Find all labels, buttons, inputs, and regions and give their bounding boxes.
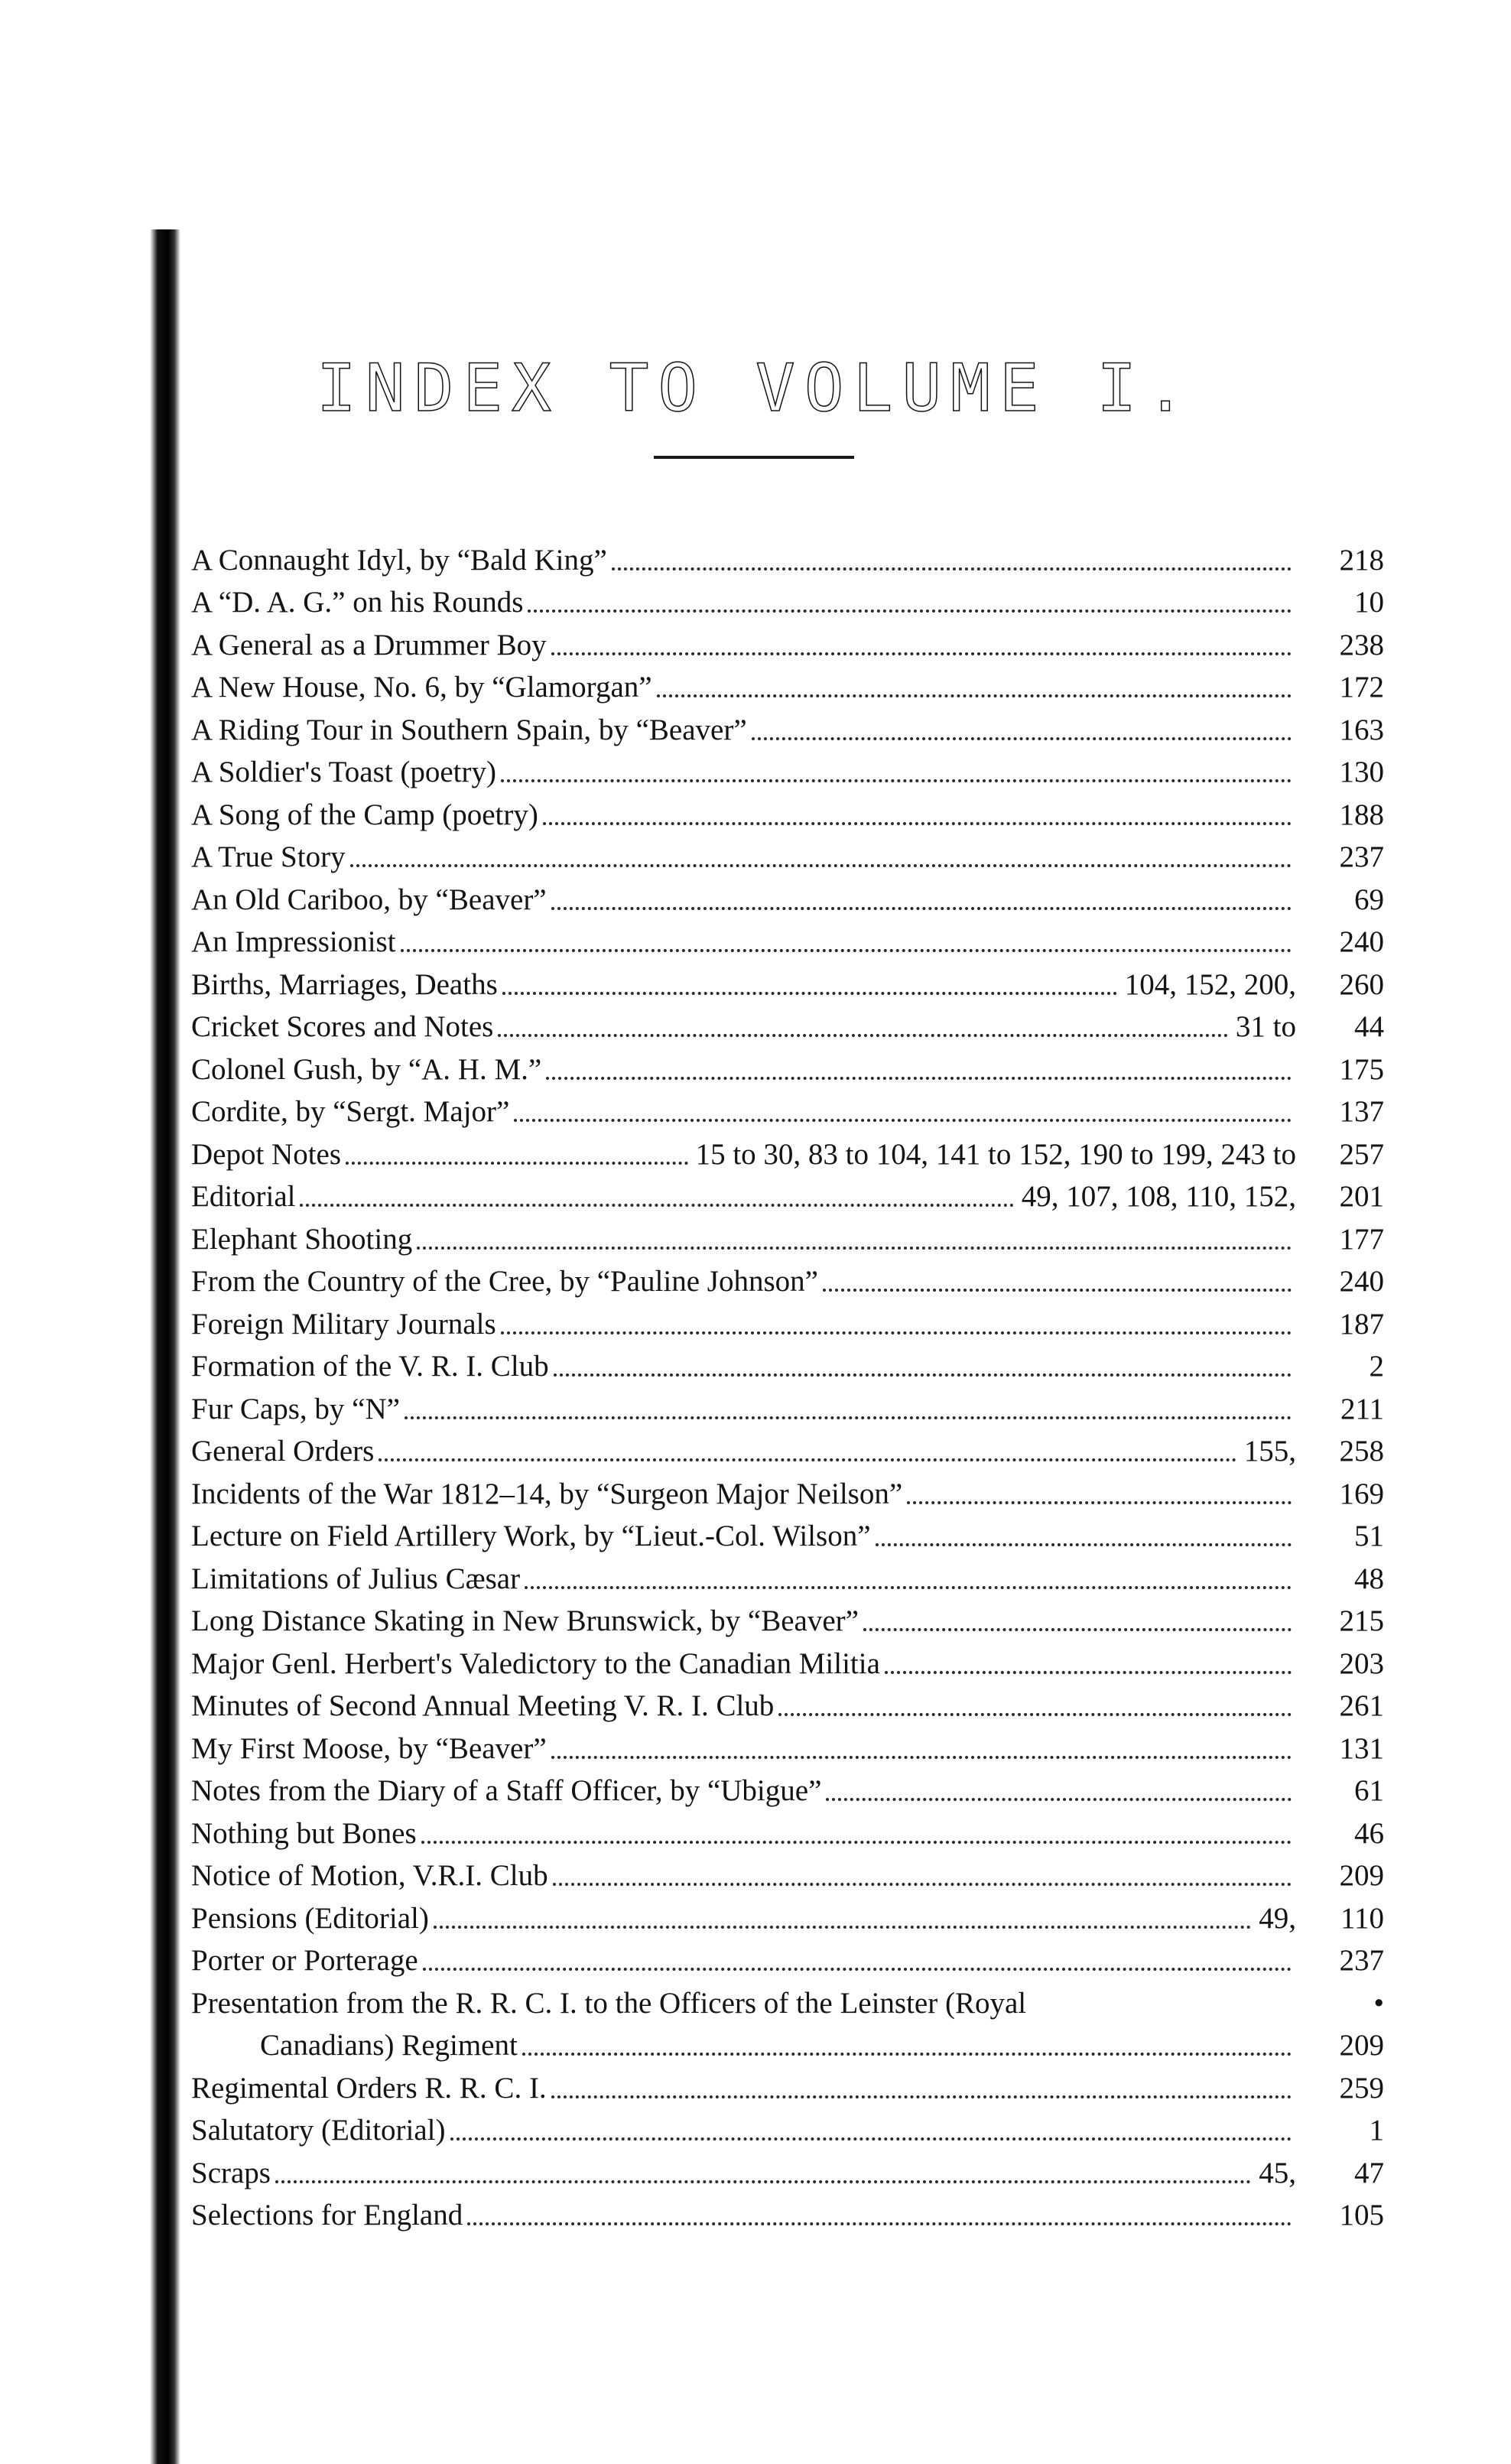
- dot-leader: [514, 1119, 1292, 1122]
- index-entry: [191, 707, 1384, 749]
- entry-title: A “D. A. G.” on his Rounds: [191, 586, 524, 619]
- entry-title: A Song of the Camp (poetry): [191, 798, 538, 831]
- entry-page-number: 201: [1339, 1180, 1384, 1213]
- dot-leader: [752, 737, 1292, 740]
- index-entry: [191, 1386, 1384, 1429]
- index-entry: [191, 1555, 1384, 1598]
- dot-leader: [826, 1798, 1292, 1801]
- entry-page-number: 1: [1369, 2114, 1384, 2147]
- dot-leader: [543, 822, 1292, 825]
- entry-page-number: 61: [1354, 1774, 1384, 1807]
- entry-page-number: 51: [1354, 1520, 1384, 1552]
- entry-title: Cordite, by “Sergt. Major”: [191, 1095, 510, 1128]
- dot-leader: [551, 2095, 1292, 2098]
- dot-leader: [551, 1756, 1292, 1759]
- entry-title: A Riding Tour in Southern Spain, by “Beaver”: [191, 713, 747, 746]
- index-entry: [191, 1598, 1384, 1641]
- index-entry: [191, 622, 1384, 665]
- index-entry: [191, 1216, 1384, 1259]
- index-entry: [191, 1301, 1384, 1344]
- index-entry: [191, 2193, 1384, 2235]
- entry-title: Major Genl. Herbert's Valedictory to the Canadian Militia: [191, 1646, 880, 1680]
- index-entry: [191, 749, 1384, 792]
- entry-page-number: 163: [1339, 713, 1384, 746]
- index-entry: [191, 580, 1384, 623]
- dot-leader: [551, 652, 1292, 655]
- dot-leader: [551, 907, 1292, 910]
- entry-title: An Impressionist: [191, 925, 396, 958]
- entry-title: Selections for England: [191, 2199, 463, 2232]
- entry-title: Long Distance Skating in New Brunswick, by “Beaver”: [191, 1604, 859, 1637]
- dot-leader: [450, 2137, 1292, 2141]
- entry-page-refs: 45,: [1259, 2156, 1296, 2189]
- entry-title: Canadians) Regiment: [260, 2029, 518, 2062]
- dot-leader: [885, 1671, 1292, 1674]
- entry-title: Presentation from the R. R. C. I. to the Officers of the Leinster (Royal: [191, 1986, 1027, 2020]
- entry-title: General Orders: [191, 1435, 375, 1468]
- entry-page-number: 209: [1339, 2029, 1384, 2062]
- entry-page-number: 215: [1339, 1604, 1384, 1637]
- index-entry: [191, 1683, 1384, 1726]
- entry-page-number: 257: [1339, 1137, 1384, 1171]
- entry-title: Births, Marriages, Deaths: [191, 967, 498, 1001]
- dot-leader: [501, 1331, 1292, 1334]
- dot-leader: [657, 694, 1292, 697]
- entry-title: Foreign Military Journals: [191, 1307, 496, 1341]
- dot-leader: [907, 1501, 1292, 1504]
- dot-leader: [554, 1373, 1292, 1377]
- entry-page-refs: 49, 107, 108, 110, 152,: [1021, 1180, 1296, 1213]
- entry-page-number: 44: [1354, 1010, 1384, 1043]
- entry-page-refs: 15 to 30, 83 to 104, 141 to 152, 190 to 199, 243 to: [695, 1137, 1296, 1171]
- entry-title: Lecture on Field Artillery Work, by “Lieut.-Col. Wilson”: [191, 1520, 871, 1552]
- index-entry: [191, 834, 1384, 877]
- entry-title: Depot Notes: [191, 1137, 342, 1171]
- entry-page-number: 110: [1340, 1901, 1384, 1935]
- dot-leader: [300, 1204, 1013, 1207]
- dot-leader: [778, 1713, 1292, 1716]
- entry-title: Salutatory (Editorial): [191, 2114, 446, 2147]
- index-entry: [191, 1429, 1384, 1471]
- index-entry: [191, 665, 1384, 707]
- entry-title: Pensions (Editorial): [191, 1901, 429, 1935]
- index-entry: [191, 1174, 1384, 1217]
- page-title: INDEX TO VOLUME I.: [317, 349, 1194, 427]
- dot-leader: [275, 2180, 1251, 2183]
- title-rule: [654, 456, 854, 459]
- index-entry: [191, 2023, 1384, 2066]
- entry-title: A General as a Drummer Boy: [191, 628, 547, 662]
- entry-page-number: 258: [1339, 1435, 1384, 1468]
- index-entry: [191, 1768, 1384, 1811]
- entry-page-number: 131: [1339, 1731, 1384, 1765]
- entry-title: Formation of the V. R. I. Club: [191, 1350, 549, 1383]
- entry-title: Porter or Porterage: [191, 1944, 418, 1977]
- entry-title: Incidents of the War 1812–14, by “Surgeon Major Neilson”: [191, 1477, 903, 1510]
- dot-leader: [612, 567, 1292, 570]
- dot-leader: [501, 779, 1292, 782]
- entry-title: Editorial: [191, 1180, 296, 1213]
- index-entry: [191, 1725, 1384, 1768]
- index-entry: [191, 1853, 1384, 1896]
- entry-page-number: 260: [1339, 967, 1384, 1001]
- entry-page-number: 172: [1339, 671, 1384, 704]
- entry-page-number: 175: [1339, 1052, 1384, 1086]
- dot-leader: [417, 1247, 1292, 1250]
- entry-title: Nothing but Bones: [191, 1816, 417, 1850]
- index-list: [191, 537, 1384, 2235]
- entry-page-number: 10: [1354, 586, 1384, 619]
- entry-page-number: 137: [1339, 1095, 1384, 1128]
- entry-page-number: 218: [1339, 543, 1384, 577]
- index-entry: [191, 1980, 1384, 2023]
- index-entry: [191, 1938, 1384, 1981]
- dot-leader: [467, 2222, 1292, 2225]
- entry-title: Regimental Orders R. R. C. I.: [191, 2071, 547, 2105]
- entry-page-number: 169: [1339, 1477, 1384, 1510]
- index-entry: [191, 792, 1384, 834]
- entry-page-number: 177: [1339, 1222, 1384, 1256]
- index-entry: [191, 1895, 1384, 1938]
- dot-leader: [405, 1416, 1292, 1419]
- entry-page-number: 238: [1339, 628, 1384, 662]
- entry-title: Fur Caps, by “N”: [191, 1392, 400, 1425]
- entry-page-number: 69: [1354, 883, 1384, 916]
- entry-page-number: •: [1373, 1986, 1384, 2020]
- entry-page-number: 187: [1339, 1307, 1384, 1341]
- index-entry: [191, 1513, 1384, 1556]
- entry-page-number: 261: [1339, 1689, 1384, 1722]
- binding-edge: [150, 229, 180, 2464]
- index-entry: [191, 876, 1384, 919]
- entry-title: Scraps: [191, 2156, 271, 2189]
- dot-leader: [350, 864, 1292, 867]
- entry-title: From the Country of the Cree, by “Pauline Johnson”: [191, 1265, 818, 1298]
- entry-title: Elephant Shooting: [191, 1222, 413, 1256]
- dot-leader: [528, 609, 1292, 613]
- dot-leader: [498, 1034, 1228, 1037]
- dot-leader: [522, 2053, 1292, 2056]
- entry-title: My First Moose, by “Beaver”: [191, 1731, 547, 1765]
- entry-page-number: 203: [1339, 1646, 1384, 1680]
- dot-leader: [863, 1628, 1292, 1631]
- dot-leader: [434, 1926, 1251, 1929]
- index-entry: [191, 1344, 1384, 1386]
- dot-leader: [401, 949, 1292, 952]
- index-entry: [191, 961, 1384, 1004]
- index-entry: [191, 1004, 1384, 1047]
- entry-page-number: 211: [1340, 1392, 1384, 1425]
- index-entry: [191, 919, 1384, 962]
- entry-page-number: 188: [1339, 798, 1384, 831]
- entry-title: A True Story: [191, 840, 346, 873]
- dot-leader: [553, 1883, 1292, 1886]
- entry-title: A Connaught Idyl, by “Bald King”: [191, 543, 607, 577]
- entry-page-refs: 104, 152, 200,: [1124, 967, 1296, 1001]
- entry-page-number: 237: [1339, 1944, 1384, 1977]
- entry-page-refs: 31 to: [1235, 1010, 1296, 1043]
- entry-page-number: 237: [1339, 840, 1384, 873]
- entry-page-number: 47: [1354, 2156, 1384, 2189]
- dot-leader: [546, 1077, 1292, 1080]
- entry-title: Notes from the Diary of a Staff Officer, by “Ubigue”: [191, 1774, 822, 1807]
- dot-leader: [379, 1458, 1236, 1461]
- entry-title: Notice of Motion, V.R.I. Club: [191, 1859, 548, 1892]
- entry-page-number: 130: [1339, 756, 1384, 788]
- dot-leader: [502, 992, 1117, 995]
- entry-page-number: 105: [1339, 2199, 1384, 2232]
- index-entry: [191, 1259, 1384, 1302]
- entry-title: Colonel Gush, by “A. H. M.”: [191, 1052, 542, 1086]
- dot-leader: [346, 1162, 688, 1165]
- index-entry: [191, 2108, 1384, 2150]
- entry-page-number: 209: [1339, 1859, 1384, 1892]
- entry-page-number: 240: [1339, 1265, 1384, 1298]
- entry-title: Minutes of Second Annual Meeting V. R. I. Club: [191, 1689, 775, 1722]
- entry-title: A Soldier's Toast (poetry): [191, 756, 496, 788]
- entry-page-number: 240: [1339, 925, 1384, 958]
- dot-leader: [525, 1586, 1292, 1589]
- entry-page-number: 2: [1369, 1350, 1384, 1383]
- entry-page-refs: 155,: [1243, 1435, 1296, 1468]
- index-entry: [191, 2150, 1384, 2193]
- index-entry: [191, 1046, 1384, 1089]
- dot-leader: [421, 1841, 1292, 1844]
- index-entry: [191, 1131, 1384, 1174]
- entry-title: Limitations of Julius Cæsar: [191, 1562, 521, 1595]
- entry-page-number: 46: [1354, 1816, 1384, 1850]
- dot-leader: [876, 1543, 1292, 1546]
- entry-title: Cricket Scores and Notes: [191, 1010, 494, 1043]
- index-entry: [191, 537, 1384, 580]
- entry-title: A New House, No. 6, by “Glamorgan”: [191, 671, 652, 704]
- entry-page-refs: 49,: [1259, 1901, 1296, 1935]
- entry-title: An Old Cariboo, by “Beaver”: [191, 883, 547, 916]
- index-entry: [191, 2065, 1384, 2108]
- index-entry: [191, 1810, 1384, 1853]
- dot-leader: [823, 1289, 1292, 1292]
- index-entry: [191, 1471, 1384, 1513]
- entry-page-number: 48: [1354, 1562, 1384, 1595]
- entry-page-number: 259: [1339, 2071, 1384, 2105]
- index-entry: [191, 1640, 1384, 1683]
- dot-leader: [423, 1968, 1292, 1971]
- index-entry: [191, 1089, 1384, 1132]
